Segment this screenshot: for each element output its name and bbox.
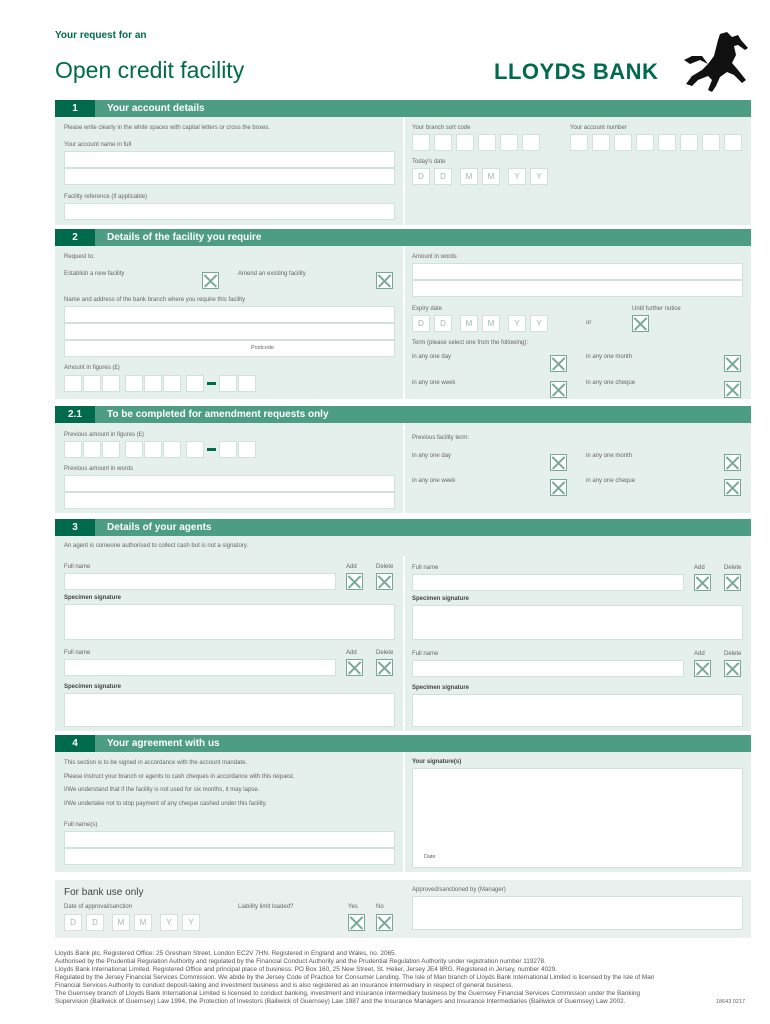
bank-use-title: For bank use only (64, 887, 144, 898)
prev-words-field-2[interactable] (64, 492, 395, 509)
section-title: Details of the facility you require (107, 232, 262, 243)
approval-date-box[interactable]: D (64, 914, 82, 931)
prev-words-field-1[interactable] (64, 475, 395, 492)
section-1-header (55, 100, 751, 117)
prev-term-label: Previous facility term: (412, 435, 470, 441)
facility-ref-label: Facility reference (if applicable) (64, 194, 148, 200)
expiry-date-box[interactable]: M (460, 315, 478, 332)
agent-name-field[interactable] (64, 573, 336, 590)
account-number-box[interactable] (724, 134, 742, 151)
prev-amount-box[interactable] (102, 441, 120, 458)
add-label: Add (346, 650, 357, 656)
agent-note: An agent is someone authorised to collect cash but is not a signatory. (64, 543, 248, 549)
request-to-label: Request to: (64, 254, 95, 260)
prev-figures-label: Previous amount in figures (£) (64, 432, 145, 438)
account-number-label: Your account number (570, 125, 627, 131)
add-label: Add (694, 565, 705, 571)
prev-amount-box[interactable] (163, 441, 181, 458)
sort-code-label: Your branch sort code (412, 125, 471, 131)
expiry-date-box[interactable]: M (482, 315, 500, 332)
horse-logo-icon (680, 30, 752, 94)
week-label: in any one week (412, 380, 456, 386)
yes-label: Yes (348, 904, 358, 910)
specimen-signature-label: Specimen signature (64, 684, 122, 690)
full-names-label: Full name(s) (64, 822, 98, 828)
expiry-date-box[interactable]: D (434, 315, 452, 332)
prev-words-label: Previous amount in words (64, 466, 134, 472)
delete-label: Delete (376, 650, 394, 656)
account-name-field-1[interactable] (64, 151, 395, 168)
facility-ref-field[interactable] (64, 203, 395, 220)
footer-line-7: Supervision (Bailiwick of Guernsey) Law 1994, the Protection of Investors (Bailiwick of Guernsey) Law 1987 and the Insurance Managers and Insurance Intermediaries (Bailiwick of Guernsey) Law 2002. (55, 998, 626, 1005)
prev-month-label: in any one month (586, 453, 633, 459)
bank-logo-text: LLOYDS BANK (494, 59, 659, 84)
approval-date-label: Date of approval/sanction (64, 904, 133, 910)
form-code: 18643 0217 (716, 999, 746, 1005)
decimal-separator (207, 448, 216, 451)
branch-field-2[interactable] (64, 323, 395, 340)
section-2-1-header (55, 406, 751, 423)
section-number: 1 (55, 100, 95, 117)
week-checkbox[interactable] (550, 381, 567, 398)
day-label: in any one day (412, 354, 452, 360)
delete-checkbox[interactable] (376, 573, 393, 590)
month-checkbox[interactable] (724, 355, 741, 372)
expiry-label: Expiry date (412, 306, 443, 312)
approved-by-label: Approved/sanctioned by (Manager) (412, 887, 506, 893)
liability-label: Liability limit loaded? (238, 904, 294, 910)
section-number: 4 (55, 735, 95, 752)
prev-week-label: in any one week (412, 478, 456, 484)
section-3-header (55, 519, 751, 536)
or-label: or (586, 320, 592, 326)
account-number-box[interactable] (570, 134, 588, 151)
date-box[interactable]: Y (530, 168, 548, 185)
amount-figures-label: Amount in figures (£) (64, 365, 120, 371)
day-checkbox[interactable] (550, 355, 567, 372)
agent-full-name-label: Full name (64, 650, 91, 656)
prev-day-checkbox[interactable] (550, 454, 567, 471)
yes-checkbox[interactable] (348, 914, 365, 931)
approval-date-box[interactable]: M (134, 914, 152, 931)
account-number-box[interactable] (636, 134, 654, 151)
month-label: in any one month (586, 354, 633, 360)
branch-label: Name and address of the bank branch where you require this facility (64, 297, 246, 303)
section-title: To be completed for amendment requests only (107, 409, 329, 420)
no-checkbox[interactable] (376, 914, 393, 931)
account-number-box[interactable] (680, 134, 698, 151)
footer-line-1: Lloyds Bank plc. Registered Office: 25 Gresham Street, London EC2V 7HN. Registered in England and Wales, no. 2065. (55, 950, 397, 957)
date-box[interactable]: D (434, 168, 452, 185)
approval-date-box[interactable]: M (112, 914, 130, 931)
until-further-notice-checkbox[interactable] (632, 315, 649, 332)
agent-name-field[interactable] (412, 660, 684, 677)
amount-box[interactable] (102, 375, 120, 392)
amend-checkbox[interactable] (376, 272, 393, 289)
instruction-text: Please write clearly in the white spaces with capital letters or cross the boxes. (64, 125, 271, 131)
section-title: Your account details (107, 103, 205, 114)
full-names-field-1[interactable] (64, 831, 395, 848)
sort-code-box[interactable] (522, 134, 540, 151)
date-box[interactable]: M (482, 168, 500, 185)
account-name-field-2[interactable] (64, 168, 395, 185)
account-number-box[interactable] (702, 134, 720, 151)
decimal-separator (207, 382, 216, 385)
footer-line-4: Regulated by the Jersey Financial Services Commission. We abide by the Jersey Code of Practice for Consumer Lending. The Isle of Man branch of Lloyds Bank International Limited is licensed by the Isle of Man (55, 974, 655, 981)
footer-line-3: Lloyds Bank International Limited. Registered Office and principal place of business: PO Box 160, 25 New Street, St. Helier, Jersey JE4 8RG. Registered in Jersey, number 4029. (55, 966, 558, 973)
delete-checkbox[interactable] (724, 660, 741, 677)
delete-label: Delete (724, 651, 742, 657)
section-4-header (55, 735, 751, 752)
add-checkbox[interactable] (346, 659, 363, 676)
prev-amount-box[interactable] (125, 441, 143, 458)
sort-code-box[interactable] (478, 134, 496, 151)
amend-label: Amend an existing facility (238, 271, 306, 277)
sort-code-box[interactable] (434, 134, 452, 151)
add-label: Add (694, 651, 705, 657)
section-number: 2.1 (55, 406, 95, 423)
approval-date-box[interactable]: Y (160, 914, 178, 931)
expiry-date-box[interactable]: Y (530, 315, 548, 332)
no-label: No (376, 904, 384, 910)
account-name-label: Your account name in full (64, 142, 132, 148)
account-number-box[interactable] (658, 134, 676, 151)
amount-box[interactable] (83, 375, 101, 392)
add-checkbox[interactable] (694, 574, 711, 591)
expiry-date-box[interactable]: Y (508, 315, 526, 332)
agent-full-name-label: Full name (412, 651, 439, 657)
expiry-date-box[interactable]: D (412, 315, 430, 332)
signature-date-label: Date (424, 854, 436, 860)
prev-amount-box[interactable] (83, 441, 101, 458)
delete-checkbox[interactable] (376, 659, 393, 676)
signatures-label: Your signature(s) (412, 759, 462, 765)
footer-line-2: Authorised by the Prudential Regulation Authority and regulated by the Financial Conduct Authority and the Prudential Regulation Authority under registration number 119278. (55, 958, 546, 965)
delete-label: Delete (376, 564, 394, 570)
prev-pence-box[interactable] (219, 441, 237, 458)
prev-day-label: in any one day (412, 453, 452, 459)
date-box[interactable]: M (460, 168, 478, 185)
prev-amount-box[interactable] (64, 441, 82, 458)
delete-checkbox[interactable] (724, 574, 741, 591)
postcode-label: Postcode (251, 345, 274, 351)
specimen-signature-label: Specimen signature (412, 596, 470, 602)
approved-by-field[interactable] (412, 896, 743, 930)
signatures-field[interactable] (412, 768, 743, 868)
prev-month-checkbox[interactable] (724, 454, 741, 471)
amount-box[interactable] (144, 375, 162, 392)
agent-name-field[interactable] (412, 574, 684, 591)
amount-words-field-1[interactable] (412, 263, 743, 280)
approval-date-box[interactable]: D (86, 914, 104, 931)
cheque-checkbox[interactable] (724, 381, 741, 398)
todays-date-label: Today's date (412, 159, 446, 165)
account-number-box[interactable] (592, 134, 610, 151)
date-box[interactable]: D (412, 168, 430, 185)
specimen-signature-label: Specimen signature (64, 595, 122, 601)
branch-field-3[interactable] (64, 340, 395, 357)
section-title: Details of your agents (107, 522, 212, 533)
section-2-header (55, 229, 751, 246)
specimen-signature-field[interactable] (412, 605, 743, 640)
amount-box[interactable] (163, 375, 181, 392)
prev-cheque-checkbox[interactable] (724, 479, 741, 496)
date-box[interactable]: Y (508, 168, 526, 185)
amount-box[interactable] (186, 375, 204, 392)
prev-cheque-label: in any one cheque (586, 478, 636, 484)
specimen-signature-label: Specimen signature (412, 685, 470, 691)
form-title: Open credit facility (55, 57, 245, 83)
sort-code-box[interactable] (412, 134, 430, 151)
prev-pence-box[interactable] (238, 441, 256, 458)
prev-amount-box[interactable] (186, 441, 204, 458)
sort-code-box[interactable] (500, 134, 518, 151)
form-subtitle: Your request for an (55, 30, 147, 41)
section-number: 3 (55, 519, 95, 536)
amount-words-label: Amount in words (412, 254, 457, 260)
agreement-line-3: I/We understand that if the facility is not used for six months, it may lapse. (64, 787, 260, 793)
footer-line-6: The Guernsey branch of Lloyds Bank International Limited is licensed to conduct banking, investment and insurance intermediary business by the Guernsey Financial Services Commission under the Banking (55, 990, 641, 997)
agent-full-name-label: Full name (412, 565, 439, 571)
pence-box[interactable] (238, 375, 256, 392)
section-title: Your agreement with us (107, 738, 220, 749)
agent-full-name-label: Full name (64, 564, 91, 570)
prev-amount-box[interactable] (144, 441, 162, 458)
agreement-line-1: This section is to be signed in accordance with the account mandate. (64, 760, 248, 766)
agreement-line-4: I/We undertake not to stop payment of any cheque cashed under this facility. (64, 801, 267, 807)
agreement-line-2: Please instruct your branch or agents to cash cheques in accordance with this request. (64, 774, 295, 780)
specimen-signature-field[interactable] (64, 693, 395, 727)
branch-field-1[interactable] (64, 306, 395, 323)
approval-date-box[interactable]: Y (182, 914, 200, 931)
account-number-box[interactable] (614, 134, 632, 151)
cheque-label: in any one cheque (586, 380, 636, 386)
agent-name-field[interactable] (64, 659, 336, 676)
prev-week-checkbox[interactable] (550, 479, 567, 496)
amount-box[interactable] (64, 375, 82, 392)
establish-label: Establish a new facility (64, 271, 125, 277)
add-checkbox[interactable] (346, 573, 363, 590)
specimen-signature-field[interactable] (412, 694, 743, 727)
add-checkbox[interactable] (694, 660, 711, 677)
amount-box[interactable] (125, 375, 143, 392)
add-label: Add (346, 564, 357, 570)
section-number: 2 (55, 229, 95, 246)
sort-code-box[interactable] (456, 134, 474, 151)
pence-box[interactable] (219, 375, 237, 392)
amount-words-field-2[interactable] (412, 280, 743, 297)
delete-label: Delete (724, 565, 742, 571)
establish-checkbox[interactable] (202, 272, 219, 289)
term-label: Term (please select one from the following): (412, 340, 529, 346)
specimen-signature-field[interactable] (64, 604, 395, 640)
full-names-field-2[interactable] (64, 848, 395, 865)
footer-line-5: Financial Services Authority to conduct deposit-taking and investment business and is also registered as an insurance intermediary in respect of general business. (55, 982, 514, 989)
until-further-notice-label: Until further notice (632, 306, 681, 312)
